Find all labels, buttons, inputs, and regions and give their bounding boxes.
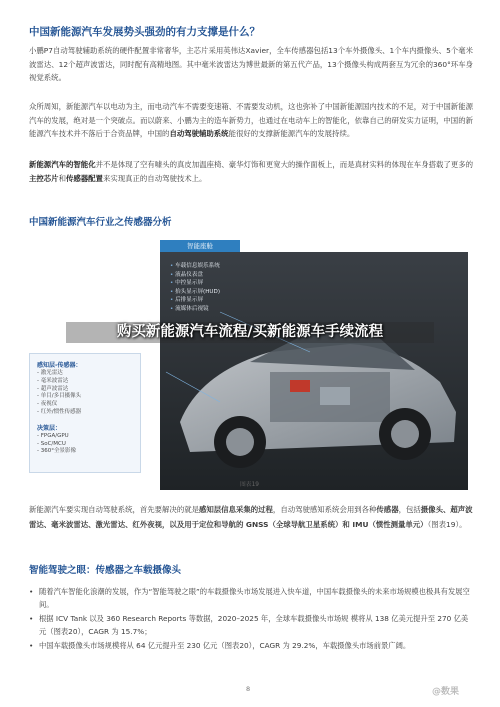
list-item: • 随着汽车智能化浪潮的发展，作为“智能驾驶之眼”的车载摄像头市场发展进入快车道，中国车载摄像头的未来市场规模也极具有发展空间。 (29, 586, 473, 611)
sensor-layer-panel (29, 353, 141, 473)
paragraph-1: 小鹏P7自动驾驶辅助系统的硬件配置非常奢华，主芯片采用英伟达Xavier，全车传感器包括13个车外摄像头、1个车内摄像头、5个毫米波雷达、12个超声波雷达，同时配有高精地图。其中毫米波雷达为博世最新的第五代产品，13个摄像头构成两套互为冗余的360°环车身视觉系统。 (29, 46, 473, 83)
list-item: • 车载信息娱乐系统 (170, 262, 220, 271)
list-item: • 根据 ICV Tank 以及 360 Research Reports 等数据，2020–2025 年，全球车载摄像头市场规 模将从 138 亿美元提升至 270 亿美元（图表20），CAGR 为 15.7%； (29, 613, 473, 638)
figure-caption: 图表19 (240, 482, 259, 488)
list-item: - 单目/多目摄像头 (37, 393, 140, 401)
page-number: 8 (246, 685, 251, 693)
list-item: • 液晶仪表盘 (170, 271, 220, 280)
overlay-title-banner: 购买新能源汽车流程/买新能源车手续流程 (66, 322, 434, 343)
list-item: • 中控显示屏 (170, 279, 220, 288)
cockpit-feature-list (170, 262, 220, 314)
section-title-camera: 智能驾驶之眼：传感器之车载摄像头 (29, 565, 182, 576)
section-title-sensor-analysis: 中国新能源汽车行业之传感器分析 (29, 217, 172, 228)
figure-top-label: 智能座舱 (160, 240, 240, 253)
list-item: - FPGA/GPU (37, 433, 140, 441)
list-item: • 抬头显示屏(HUD) (170, 288, 220, 297)
list-item: - 360°全景影像 (37, 448, 140, 456)
paragraph-3: 新能源汽车的智能化并不是体现了空有噱头的真皮加温座椅、豪华灯饰和更宽大的操作面板上，而是真材实料的体现在车身搭载了更多的主控芯片和传感器配置来实现真正的自动驾驶技术上。 (29, 160, 473, 183)
decision-layer-list (37, 433, 140, 456)
perception-sensor-list (37, 370, 140, 417)
list-item: - 超声波雷达 (37, 386, 140, 394)
page-heading: 中国新能源汽车发展势头强劲的有力支撑是什么？ (29, 26, 260, 38)
list-item: - 毫米波雷达 (37, 378, 140, 386)
watermark: @数果 (432, 687, 460, 697)
perception-layer-heading: 感知层-传感器： (37, 362, 82, 369)
list-item: - SoC/MCU (37, 441, 140, 449)
list-item: • 中国车载摄像头市场规模将从 64 亿元提升至 230 亿元（图表20），CAGR 为 29.2%，车载摄像头市场前景广阔。 (29, 640, 473, 653)
paragraph-2: 众所周知，新能源汽车以电动为主，而电动汽车不需要变速箱、不需要发动机，这也弥补了中国新能源国内技术的不足，对于中国新能源汽车的发展，绝对是一个突破点。而以蔚来、小鹏为主的造车新势力，也通过在电动车上的智能化，依靠自己的研发实力证明，中国的新能源汽车技术并不落后于合资品牌，中国的自动驾驶辅助系统能很好的支撑新能源汽车的发展持续。 (29, 102, 473, 139)
list-item: - 夜视仪 (37, 401, 140, 409)
list-item: • 后排显示屏 (170, 296, 220, 305)
camera-bullet-list (29, 586, 473, 655)
decision-layer-heading: 决策层： (37, 424, 62, 432)
list-item: - 红外/惯性传感器 (37, 409, 140, 417)
paragraph-sensors: 新能源汽车要实现自动驾驶系统，首先要解决的就是感知层信息采集的过程，自动驾驶感知系统会用到各种传感器，包括摄像头、超声波雷达、毫米波雷达、激光雷达、红外夜视，以及用于定位和导航的 GNSS（全球导航卫星系统）和 IMU（惯性测量单元）（图表19）。 (29, 505, 473, 529)
list-item: • 流媒体后视镜 (170, 305, 220, 314)
list-item: - 激光雷达 (37, 370, 140, 378)
